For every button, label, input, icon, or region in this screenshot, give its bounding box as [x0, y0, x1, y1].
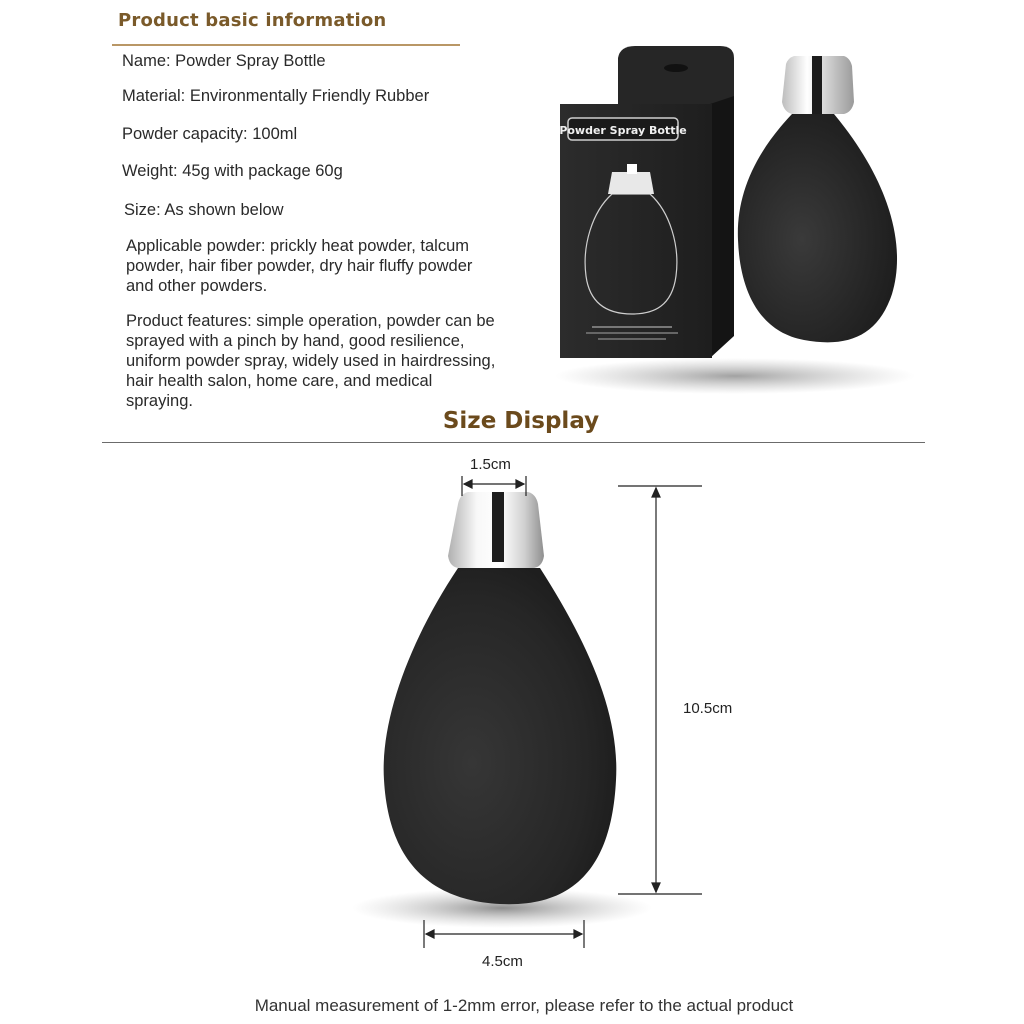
- features-line: Product features: simple operation, powder can be: [126, 312, 495, 330]
- info-weight: Weight: 45g with package 60g: [122, 162, 343, 180]
- applicable-line: Applicable powder: prickly heat powder, talcum: [126, 237, 470, 255]
- features-line: spraying.: [126, 392, 193, 410]
- features-line: uniform powder spray, widely used in hairdressing,: [126, 352, 496, 370]
- applicable-line: and other powders.: [126, 277, 268, 295]
- info-material: Material: Environmentally Friendly Rubber: [122, 87, 430, 105]
- info-capacity: Powder capacity: 100ml: [122, 125, 298, 143]
- measurement-note: Manual measurement of 1-2mm error, please refer to the actual product: [254, 996, 794, 1015]
- applicable-line: powder, hair fiber powder, dry hair fluffy powder: [126, 257, 473, 275]
- base-width-label: 4.5cm: [482, 953, 523, 970]
- section-title-basic-info: Product basic information: [118, 10, 387, 31]
- box-label: Powder Spray Bottle: [559, 124, 687, 137]
- section-title-size: Size Display: [442, 408, 600, 434]
- info-name: Name: Powder Spray Bottle: [122, 52, 326, 70]
- features-line: sprayed with a pinch by hand, good resilience,: [126, 332, 465, 350]
- nozzle-width-label: 1.5cm: [470, 456, 511, 473]
- height-label: 10.5cm: [683, 700, 733, 717]
- features-line: hair health salon, home care, and medical: [126, 372, 433, 390]
- info-size: Size: As shown below: [124, 201, 284, 219]
